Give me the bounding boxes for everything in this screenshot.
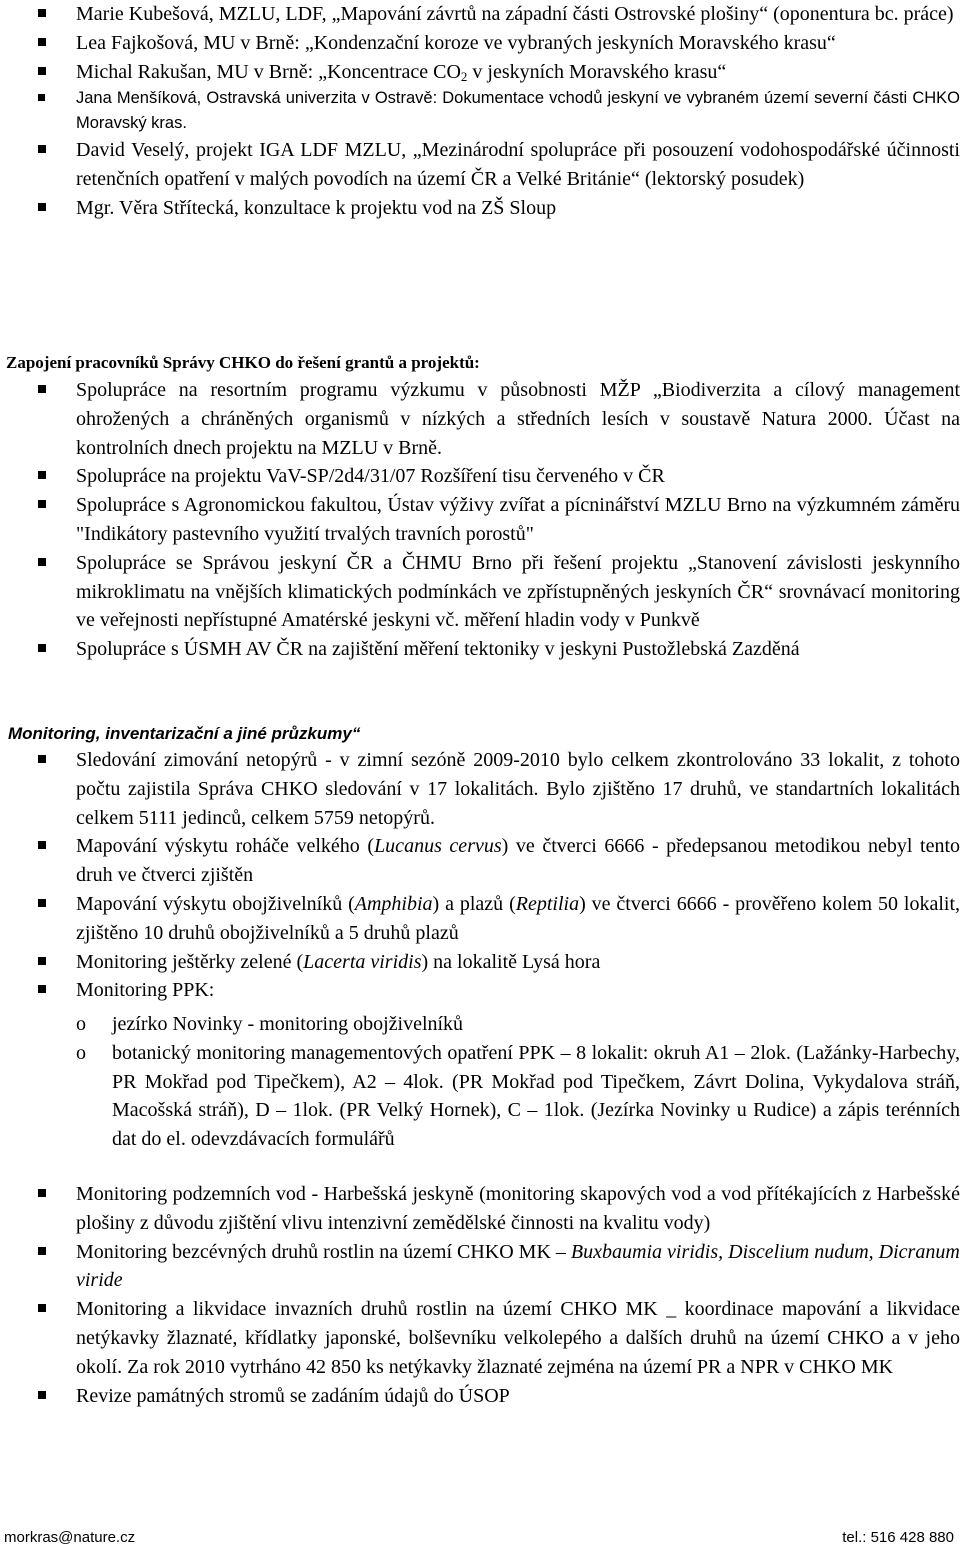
latin-name: Amphibia xyxy=(354,892,433,915)
footer-email: morkras@nature.cz xyxy=(4,1529,136,1546)
sub-list-item: o jezírko Novinky - monitoring obojživelníků xyxy=(0,1010,960,1039)
list-item-text: Monitoring ještěrky zelené ( xyxy=(76,950,304,973)
list-item: Spolupráce na resortním programu výzkumu v působnosti MŽP „Biodiverzita a cílový management ohrožených a chráněných organismů v nízkých a středních lesích v soustavě Natura 2000. Účast na kontrolních dnech projektu na MZLU v Brně. xyxy=(0,376,960,462)
list-item xyxy=(0,832,960,890)
list-item-text: ) a plazů ( xyxy=(432,892,516,915)
list-item-text: v jeskyních Moravského krasu“ xyxy=(467,60,727,83)
list-item: Spolupráce s ÚSMH AV ČR na zajištění měření tektoniky v jeskyni Pustožlebská Zazděná xyxy=(0,635,960,664)
list-item: Marie Kubešová, MZLU, LDF, „Mapování závrtů na západní části Ostrovské plošiny“ (oponentura bc. práce) xyxy=(0,0,960,29)
list-item xyxy=(0,890,960,948)
list-item xyxy=(0,58,960,87)
list-item: David Veselý, projekt IGA LDF MZLU, „Mezinárodní spolupráce při posouzení vodohospodářské účinnosti retenčních opatření v malých povodích na území ČR a Velké Británie“ (lektorský posudek) xyxy=(0,136,960,194)
list-item: Monitoring a likvidace invazních druhů rostlin na území CHKO MK _ koordinace mapování a likvidace netýkavky žlaznaté, křídlatky japonské, bolševníku velkolepého a dalších druhů na území CHKO a v jeho okolí. Za rok 2010 vytrháno 42 850 ks netýkavky žlaznaté zejména na území PR a NPR v CHKO MK xyxy=(0,1295,960,1381)
latin-name: Reptilia xyxy=(515,892,580,915)
footer-phone: tel.: 516 428 880 xyxy=(842,1529,954,1546)
latin-name: Lucanus cervus xyxy=(374,835,502,858)
subscript: 2 xyxy=(460,68,468,84)
list-item: Lea Fajkošová, MU v Brně: „Kondenzační koroze ve vybraných jeskyních Moravského krasu“ xyxy=(0,29,960,58)
latin-name: Buxbaumia viridis, Discelium nudum, Dicranum viride xyxy=(76,1240,960,1292)
monitoring-list-continued xyxy=(0,1180,960,1410)
list-item-text: ) na lokalitě Lysá hora xyxy=(421,950,601,973)
list-item: Spolupráce na projektu VaV-SP/2d4/31/07 Rozšíření tisu červeného v ČR xyxy=(0,462,960,491)
latin-name: Lacerta viridis xyxy=(303,950,422,973)
ppk-label: Monitoring PPK: xyxy=(76,979,215,1002)
list-item: Monitoring podzemních vod - Harbešská jeskyně (monitoring skapových vod a vod přítékajících z Harbešské plošiny z důvodu zjištění vlivu intenzivní zemědělské činnosti na kvalitu vody) xyxy=(0,1180,960,1238)
list-item xyxy=(0,976,960,1005)
list-item: Jana Menšíková, Ostravská univerzita v Ostravě: Dokumentace vchodů jeskyní ve vybraném území severní části CHKO Moravský kras. xyxy=(0,86,960,136)
list-item-text: Monitoring bezcévných druhů rostlin na území CHKO MK – xyxy=(76,1240,571,1263)
lectures-list xyxy=(0,0,960,223)
list-item: Mgr. Věra Střítecká, konzultace k projektu vod na ZŠ Sloup xyxy=(0,194,960,223)
list-item xyxy=(0,948,960,977)
list-item-text: ) ve čtverci 6666 - předepsanou metodikou nebyl tento druh ve čtverci zjištěn xyxy=(76,835,960,887)
list-item-text: Mapování výskytu roháče velkého ( xyxy=(76,835,375,858)
list-item xyxy=(0,1238,960,1296)
list-item: Sledování zimování netopýrů - v zimní sezóně 2009-2010 bylo celkem zkontrolováno 33 lokalit, z tohoto počtu zajistila Správa CHKO sledování v 17 lokalitách. Bylo zjištěno 17 druhů, ve standartních lokalitách celkem 5111 jedinců, celkem 5759 netopýrů. xyxy=(0,746,960,832)
list-item-text: Mapování výskytu obojživelníků ( xyxy=(76,892,355,915)
monitoring-list xyxy=(0,746,960,1005)
grants-list xyxy=(0,376,960,664)
list-item: Spolupráce se Správou jeskyní ČR a ČHMU Brno při řešení projektu „Stanovení závislosti jeskynního mikroklimatu na vnějších klimatických podmínkách ve zpřístupněných jeskyních ČR“ srovnávací monitoring ve veřejnosti nepřístupné Amatérské jeskyni vč. měření hladin vody v Punkvě xyxy=(0,549,960,635)
list-item: Spolupráce s Agronomickou fakultou, Ústav výživy zvířat a pícninářství MZLU Brno na výzkumném záměru "Indikátory pastevního využití trvalých travních porostů" xyxy=(0,491,960,549)
ppk-sublist xyxy=(0,1010,960,1154)
list-item-text: ) ve čtverci 6666 - prověřeno kolem 50 lokalit, zjištěno 10 druhů obojživelníků a 5 druhů plazů xyxy=(76,892,960,944)
list-item: Revize památných stromů se zadáním údajů do ÚSOP xyxy=(0,1382,960,1411)
sub-list-item: o botanický monitoring managementových opatření PPK – 8 lokalit: okruh A1 – 2lok. (Lažánky-Harbechy, PR Mokřad pod Tipečkem), A2 – 4lok. (PR Mokřad pod Tipečkem, Závrt Dolina, Vykydalova stráň, Macošská stráň), D – 1lok. (PR Velký Hornek), C – 1lok. (Jezírka Novinky u Rudice) a zápis terénních dat do el. odevzdávacích formulářů xyxy=(0,1039,960,1154)
list-item-text: Michal Rakušan, MU v Brně: „Koncentrace CO xyxy=(76,60,461,83)
section-heading-grants: Zapojení pracovníků Správy CHKO do řešení grantů a projektů: xyxy=(6,353,480,372)
section-heading-monitoring: Monitoring, inventarizační a jiné průzkumy“ xyxy=(8,724,361,743)
